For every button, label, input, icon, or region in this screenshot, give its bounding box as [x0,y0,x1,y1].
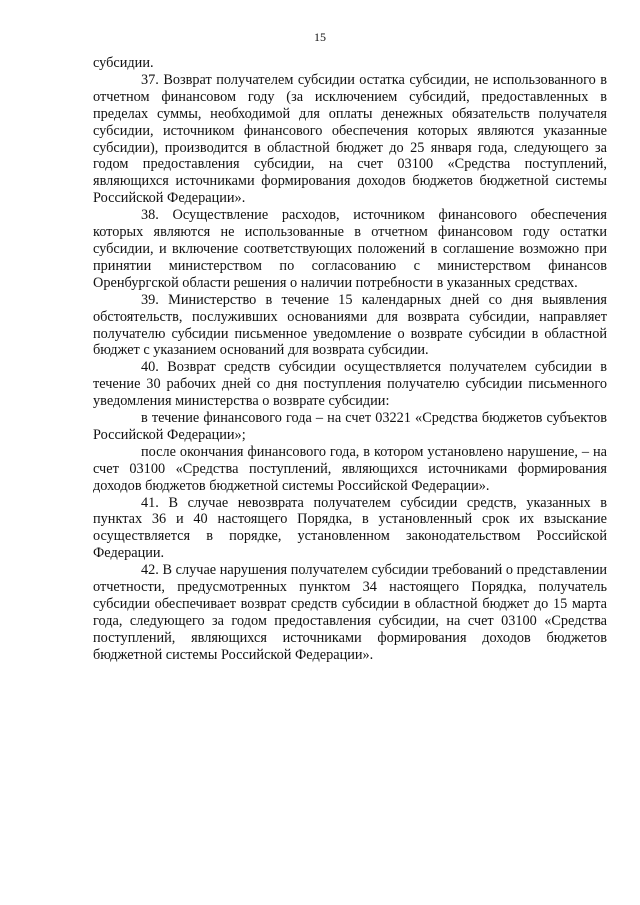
paragraph-40-item-2: после окончания финансового года, в котором установлено нарушение, – на счет 03100 «Средства поступлений, являющихся источниками формирования доходов бюджетов бюджетной системы Российской Федерации». [93,443,607,494]
paragraph-40: 40. Возврат средств субсидии осуществляется получателем субсидии в течение 30 рабочих дней со дня поступления получателю субсидии письменного уведомления министерства о возврате субсидии: [93,359,607,410]
paragraph-continuation: субсидии. [93,55,154,71]
paragraph-42: 42. В случае нарушения получателем субсидии требований о представлении отчетности, предусмотренных пунктом 34 настоящего Порядка, получатель субсидии обеспечивает возврат средств субсидии в областной бюджет до 15 марта года, следующего за годом предоставления субсидии, на счет 03100 «Средства поступлений, являющихся источниками формирования доходов бюджетов бюджетной системы Российской Федерации». [93,562,607,663]
document-body [93,55,607,664]
page-number: 15 [314,30,326,44]
paragraph-40-item-1: в течение финансового года – на счет 03221 «Средства бюджетов субъектов Российской Федерации»; [93,410,607,443]
paragraph-41: 41. В случае невозврата получателем субсидии средств, указанных в пунктах 36 и 40 настоящего Порядка, в установленный срок их взыскание осуществляется в порядке, установленном законодательством Российской Федерации. [93,494,607,562]
paragraph-39: 39. Министерство в течение 15 календарных дней со дня выявления обстоятельств, послуживших основаниями для возврата субсидии, направляет получателю субсидии письменное уведомление о возврате субсидии в областной бюджет с указанием оснований для возврата субсидии. [93,291,607,359]
paragraph-37: 37. Возврат получателем субсидии остатка субсидии, не использованного в отчетном финансовом году (за исключением субсидий, предоставленных в пределах суммы, необходимой для оплаты денежных обязательств получателя субсидии, источником финансового обеспечения которых являются указанные субсидии), производится в областной бюджет до 25 января года, следующего за годом предоставления субсидии, на счет 03100 «Средства поступлений, являющихся источниками формирования доходов бюджетов бюджетной системы Российской Федерации». [93,71,607,207]
paragraph-38: 38. Осуществление расходов, источником финансового обеспечения которых являются не использованные в отчетном финансовом году остатки субсидии, и включение соответствующих положений в соглашение возможно при принятии министерством по согласованию с министерством финансов Оренбургской области решения о наличии потребности в указанных средствах. [93,207,607,291]
